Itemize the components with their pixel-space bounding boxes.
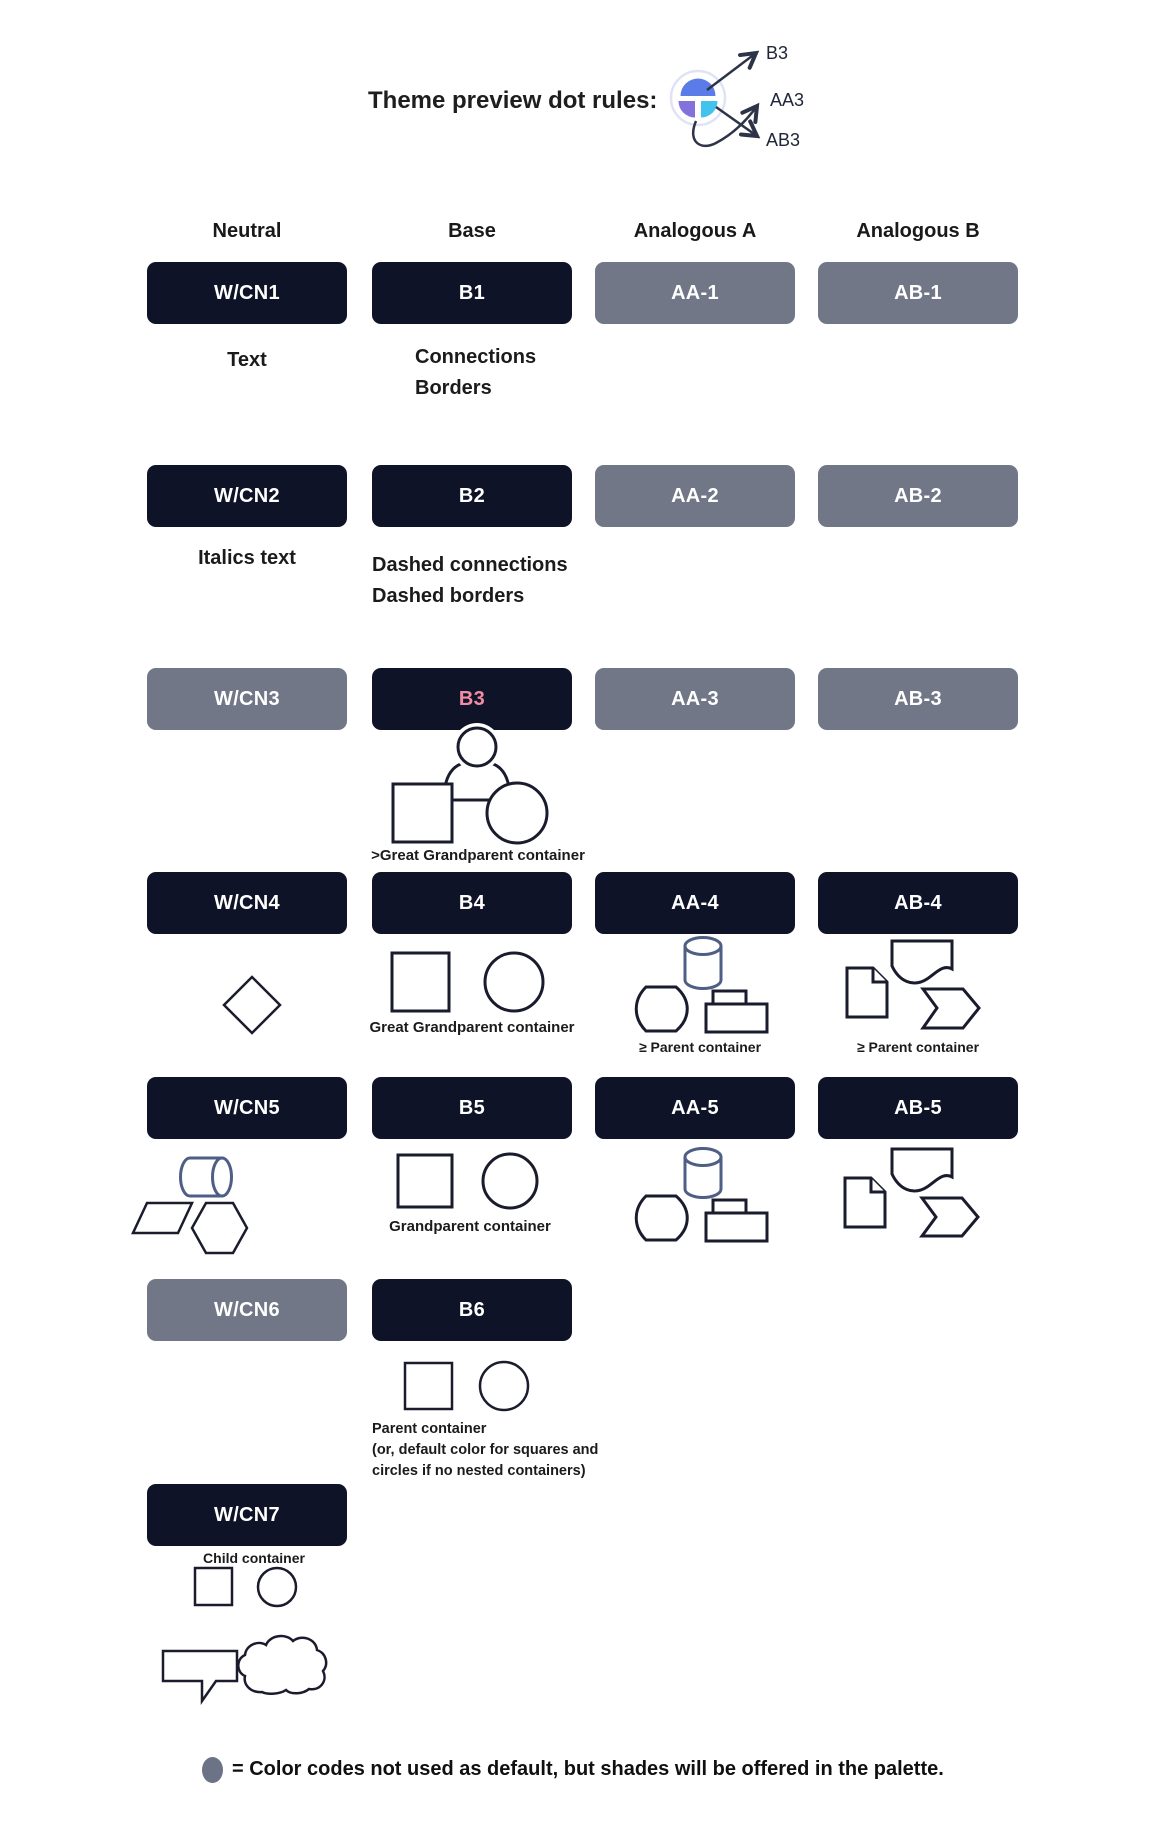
caption-b3-shapes: >Great Grandparent container <box>371 847 585 864</box>
aa5-container-shapes-illustration <box>636 1149 767 1242</box>
caption-aa4-shapes: ≥ Parent container <box>638 1039 762 1055</box>
caption-text: Text <box>227 349 267 371</box>
caption-line: Dashed connections <box>372 554 568 576</box>
caption-line: Connections <box>415 346 537 368</box>
caption-connections-borders <box>415 342 536 404</box>
swatch-wcn2: W/CN2 <box>147 465 347 527</box>
swatch-ab2: AB-2 <box>818 465 1018 527</box>
swatch-wcn1: W/CN1 <box>147 262 347 324</box>
wcn4-diamond-illustration <box>224 977 280 1033</box>
swatch-b4: B4 <box>372 872 572 934</box>
swatch-wcn7: W/CN7 <box>147 1484 347 1546</box>
column-header-base: Base <box>448 220 496 242</box>
swatch-ab4: AB-4 <box>818 872 1018 934</box>
caption-b6-shapes <box>372 1419 598 1482</box>
theme-preview-dot-icon <box>671 71 725 125</box>
legend-text: = Color codes not used as default, but shades will be offered in the palette. <box>232 1758 944 1780</box>
ab5-container-shapes-illustration <box>845 1149 978 1236</box>
swatch-b3: B3 <box>372 668 572 730</box>
caption-line: Dashed borders <box>372 585 525 607</box>
swatch-wcn3: W/CN3 <box>147 668 347 730</box>
swatch-ab5: AB-5 <box>818 1077 1018 1139</box>
b4-square-circle-illustration <box>392 953 543 1011</box>
dot-target-ab3: AB3 <box>766 130 801 150</box>
dot-target-aa3: AA3 <box>770 90 805 110</box>
caption-dashed <box>372 550 568 612</box>
b3-person-square-circle-illustration <box>393 723 547 843</box>
wcn5-shapes-illustration <box>133 1158 247 1253</box>
ab4-container-shapes-illustration <box>847 941 979 1028</box>
caption-line: Borders <box>415 377 492 399</box>
b5-square-circle-illustration <box>398 1154 537 1208</box>
column-header-analogous-b: Analogous B <box>856 220 980 242</box>
swatch-b5: B5 <box>372 1077 572 1139</box>
page-title: Theme preview dot rules: <box>368 87 658 114</box>
caption-line: circles if no nested containers) <box>372 1463 586 1479</box>
swatch-ab3: AB-3 <box>818 668 1018 730</box>
swatch-wcn5: W/CN5 <box>147 1077 347 1139</box>
swatch-b6: B6 <box>372 1279 572 1341</box>
swatch-aa1: AA-1 <box>595 262 795 324</box>
swatch-aa3: AA-3 <box>595 668 795 730</box>
b6-square-circle-illustration <box>405 1362 528 1410</box>
swatch-aa4: AA-4 <box>595 872 795 934</box>
caption-wcn7-shapes: Child container <box>203 1550 305 1566</box>
swatch-wcn4: W/CN4 <box>147 872 347 934</box>
aa4-container-shapes-illustration <box>636 938 767 1033</box>
caption-line: (or, default color for squares and <box>372 1442 599 1458</box>
dot-rule-arrows <box>693 53 757 146</box>
swatch-b1: B1 <box>372 262 572 324</box>
wcn7-child-shapes-illustration <box>163 1568 326 1701</box>
caption-b5-shapes: Grandparent container <box>389 1218 551 1235</box>
swatch-aa5: AA-5 <box>595 1077 795 1139</box>
legend-dot-icon <box>202 1757 223 1783</box>
swatch-ab1: AB-1 <box>818 262 1018 324</box>
swatch-b2: B2 <box>372 465 572 527</box>
dot-target-b3: B3 <box>766 43 789 63</box>
caption-italics-text: Italics text <box>198 547 296 569</box>
caption-b4-shapes: Great Grandparent container <box>369 1019 575 1036</box>
swatch-aa2: AA-2 <box>595 465 795 527</box>
swatch-wcn6: W/CN6 <box>147 1279 347 1341</box>
column-header-analogous-a: Analogous A <box>633 220 757 242</box>
caption-ab4-shapes: ≥ Parent container <box>856 1039 980 1055</box>
column-header-neutral: Neutral <box>212 220 282 242</box>
caption-line: Parent container <box>372 1421 487 1437</box>
